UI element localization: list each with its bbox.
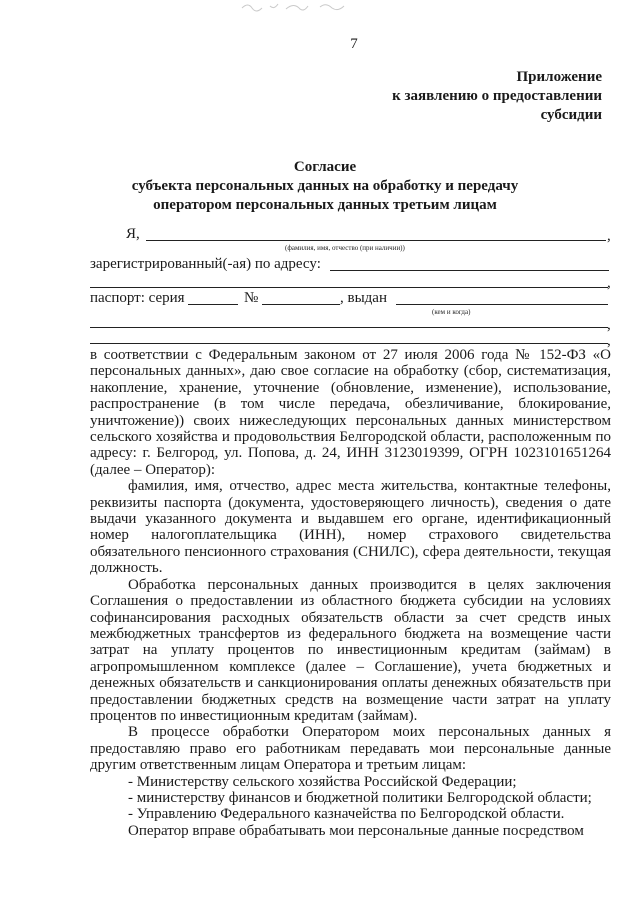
issued-field-line-2[interactable] [90,327,608,328]
name-field-line[interactable] [146,240,606,241]
appendix-heading [342,68,602,125]
paragraph-purpose: Обработка персональных данных производится в целях заключения Соглашения о предоставлении из областного бюджета субсидии на условиях софинансирования расходных обязательств области за счет средств иных межбюджетных трансфертов из федерального бюджета на возмещение части затрат на уплату процентов по инвестиционным кредитам (займам) в агропромышленном комплексе (далее – Соглашение), учета бюджетных и денежных обязательств и санкционирования оплаты денежных обязательств при предоставлении бюджетных средств на возмещение части затрат на уплату процентов по инвестиционным кредитам (займам). [90,576,611,724]
i-label: Я, [126,226,140,242]
name-hint: (фамилия, имя, отчество (при наличии)) [285,244,405,252]
title-line-2: субъекта персональных данных на обработку и передачу [131,178,519,194]
issued-hint: (кем и когда) [432,308,471,316]
paragraph-third-parties: В процессе обработки Оператором моих персональных данных я предоставляю право его работникам передавать мои персональные данные другим ответственным лицам Оператора и третьим лицам: [90,724,611,774]
page-number: 7 [350,36,358,52]
passport-series-field[interactable] [188,304,238,305]
address-label: зарегистрированный(-ая) по адресу: [90,256,321,272]
paragraph-operator-rights: Оператор вправе обрабатывать мои персональные данные посредством [128,822,584,839]
paragraph-data-list: фамилия, имя, отчество, адрес места жительства, контактные телефоны, реквизиты паспорта (документа, удостоверяющего личность), сведения о дате выдачи указанного документа и выдавшем его органе, идентификационный номер налогоплательщика (ИНН), номер страхового свидетельства обязательного пенсионного страхования (СНИЛС), сфера деятельности, текущая должность. [90,478,611,577]
list-item: - Управлению Федерального казначейства по Белгородской области. [128,806,565,823]
title-line-3: оператором персональных данных третьим лицам [153,197,497,213]
name-comma: , [607,228,611,244]
address-field-line-2[interactable] [90,287,608,288]
passport-series-label: паспорт: серия [90,290,185,306]
passport-number-label: № [244,290,259,306]
document-title [100,158,550,215]
address-field-line-1[interactable] [330,270,609,271]
issued-comma-2: , [607,333,611,349]
list-item: - Министерству сельского хозяйства Российской Федерации; [128,773,517,790]
appendix-line-1: Приложение [516,69,602,85]
paragraph-legal-basis: в соответствии с Федеральным законом от 27 июля 2006 года № 152-ФЗ «О персональных данных», даю свое согласие на обработку (сбор, систематизация, накопление, хранение, уточнение (обновление, изменение), использование, распространение (в том числе передача, обезличивание, блокирование, уничтожение)) своих нижеследующих персональных данных министерством сельского хозяйства и продовольствия Белгородской области, расположенным по адресу: г. Белгород, ул. Попова, д. 24, ИНН 3123019399, ОГРН 1023101651264 (далее – Оператор): [90,347,611,478]
issued-field-line-3[interactable] [90,343,608,344]
title-line-1: Согласие [293,159,357,175]
issued-comma-1: , [607,317,611,333]
appendix-line-3: субсидии [540,107,602,123]
list-item: - министерству финансов и бюджетной политики Белгородской области; [128,789,592,806]
issued-label: , выдан [340,290,387,306]
address-comma: , [607,275,611,291]
appendix-line-2: к заявлению о предоставлении [392,88,602,104]
consent-body [90,347,611,839]
issued-field-line-1[interactable] [396,304,608,305]
passport-number-field[interactable] [262,304,340,305]
handwritten-mark [240,0,360,14]
